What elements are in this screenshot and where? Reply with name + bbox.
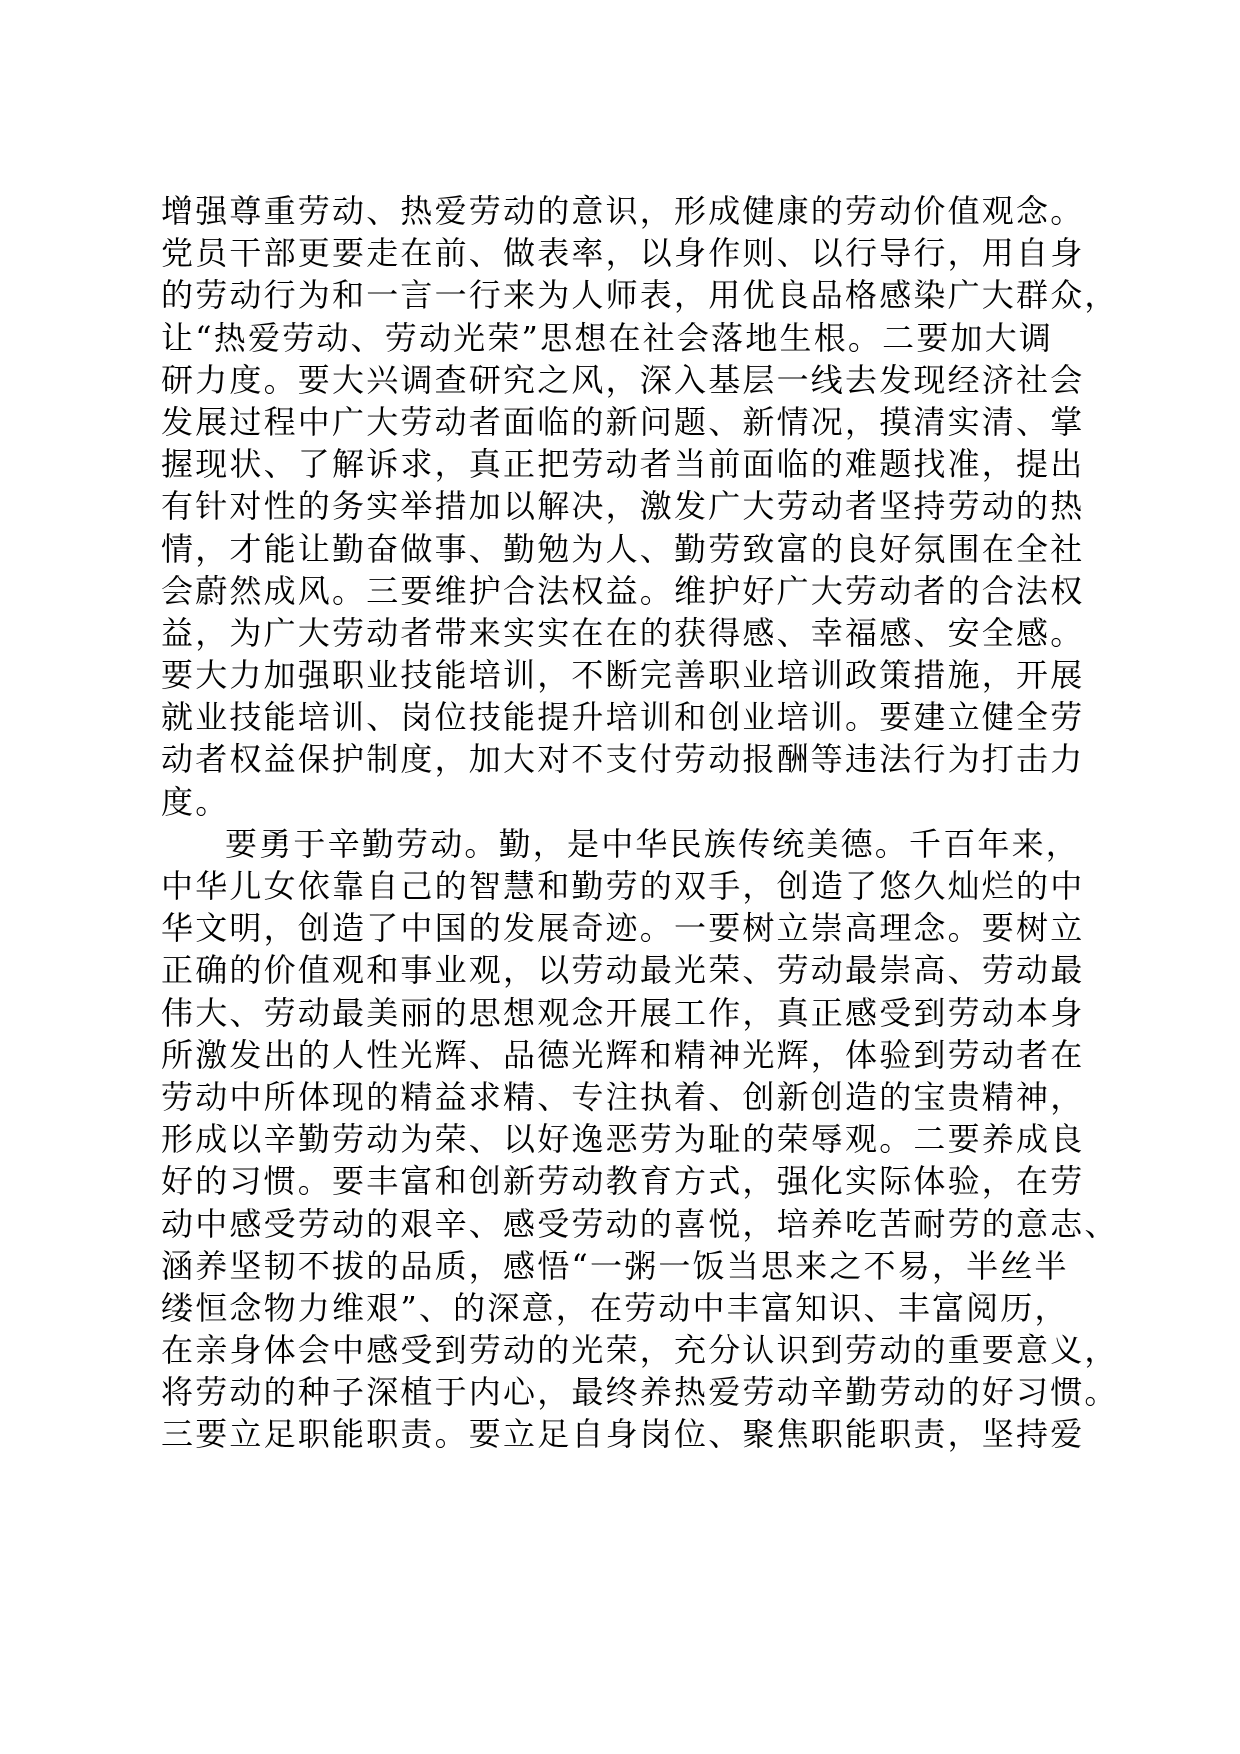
text-line: 增强尊重劳动、热爱劳动的意识，形成健康的劳动价值观念。	[161, 192, 1085, 230]
text-line: 动中感受劳动的艰辛、感受劳动的喜悦，培养吃苦耐劳的意志、	[161, 1204, 1119, 1243]
text-line: 正确的价值观和事业观，以劳动最光荣、劳动最崇高、劳动最	[161, 951, 1085, 990]
text-line: 劳动中所体现的精益求精、专注执着、创新创造的宝贵精神，	[161, 1077, 1085, 1116]
text-line: 缕恒念物力维艰”、的深意，在劳动中丰富知识、丰富阅历，	[161, 1288, 1069, 1327]
text-line: 形成以辛勤劳动为荣、以好逸恶劳为耻的荣辱观。二要养成良	[161, 1120, 1085, 1159]
paragraph-2	[161, 823, 1119, 1456]
text-line: 华文明，创造了中国的发展奇迹。一要树立崇高理念。要树立	[161, 909, 1085, 948]
text-line: 有针对性的务实举措加以解决，激发广大劳动者坚持劳动的热	[161, 487, 1085, 526]
text-line: 发展过程中广大劳动者面临的新问题、新情况，摸清实清、掌	[161, 402, 1085, 441]
text-line: 就业技能培训、岗位技能提升培训和创业培训。要建立健全劳	[161, 698, 1085, 737]
body-text	[161, 190, 1119, 1456]
text-line: 情，才能让勤奋做事、勤勉为人、勤劳致富的良好氛围在全社	[161, 529, 1085, 568]
text-line: 会蔚然成风。三要维护合法权益。维护好广大劳动者的合法权	[161, 571, 1085, 610]
paragraph-1	[161, 190, 1119, 823]
text-line: 伟大、劳动最美丽的思想观念开展工作，真正感受到劳动本身	[161, 993, 1085, 1032]
text-line: 所激发出的人性光辉、品德光辉和精神光辉，体验到劳动者在	[161, 1035, 1085, 1074]
text-line: 度。	[161, 782, 230, 821]
text-line: 在亲身体会中感受到劳动的光荣，充分认识到劳动的重要意义，	[161, 1331, 1119, 1370]
text-line: 三要立足职能职责。要立足自身岗位、聚焦职能职责，坚持爱	[161, 1415, 1085, 1454]
text-line-first-indented: 要勇于辛勤劳动。勤，是中华民族传统美德。千百年来，	[225, 824, 1081, 863]
text-line: 研力度。要大兴调查研究之风，深入基层一线去发现经济社会	[161, 360, 1085, 399]
text-line: 握现状、了解诉求，真正把劳动者当前面临的难题找准，提出	[161, 445, 1085, 484]
text-line: 让“热爱劳动、劳动光荣”思想在社会落地生根。二要加大调	[161, 318, 1054, 357]
text-line: 将劳动的种子深植于内心，最终养热爱劳动辛勤劳动的好习惯。	[161, 1373, 1119, 1412]
text-line: 中华儿女依靠自己的智慧和勤劳的双手，创造了悠久灿烂的中	[161, 867, 1085, 905]
text-line: 要大力加强职业技能培训，不断完善职业培训政策措施，开展	[161, 656, 1085, 695]
text-line: 党员干部更要走在前、做表率，以身作则、以行导行，用自身	[161, 234, 1085, 273]
text-line: 的劳动行为和一言一行来为人师表，用优良品格感染广大群众，	[161, 276, 1119, 315]
text-line: 动者权益保护制度，加大对不支付劳动报酬等违法行为打击力	[161, 740, 1085, 779]
text-line: 好的习惯。要丰富和创新劳动教育方式，强化实际体验，在劳	[161, 1162, 1085, 1201]
text-line: 涵养坚韧不拔的品质，感悟“一粥一饭当思来之不易，半丝半	[161, 1246, 1069, 1285]
text-line: 益，为广大劳动者带来实实在在的获得感、幸福感、安全感。	[161, 613, 1085, 652]
